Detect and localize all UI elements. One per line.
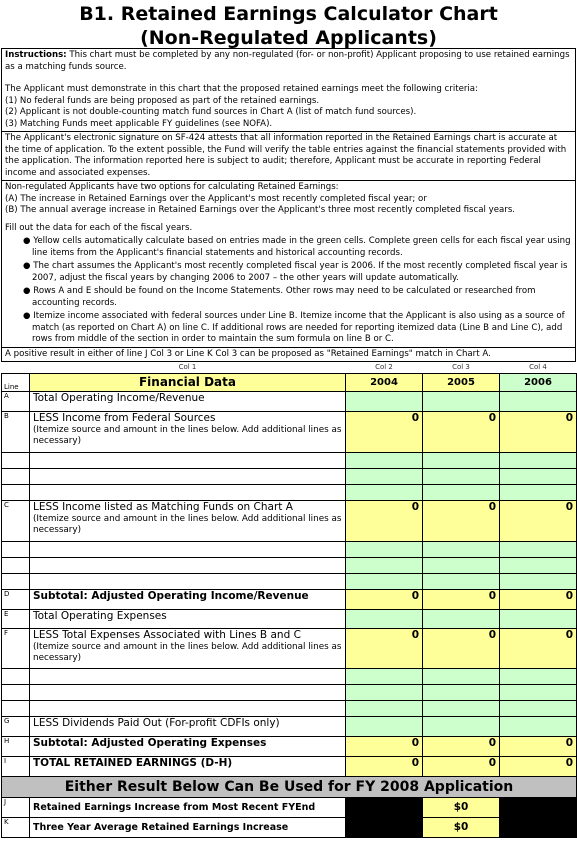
row-b-label: LESS Income from Federal Sources (Itemize source and amount in the lines below. Add additional lines as necessary) [30,411,346,452]
row-b: B LESS Income from Federal Sources (Itemize source and amount in the lines below. Add additional lines as necessary) 0 0 0 [2,411,577,452]
page-title [0,0,577,48]
title-line-1: B1. Retained Earnings Calculator Chart [79,3,498,25]
instructions-box [1,48,576,362]
year-2005-header: 2005 [423,373,500,391]
row-b-item-label-input[interactable] [30,484,346,500]
row-f-item-input[interactable] [500,700,577,716]
title-line-2: (Non-Regulated Applicants) [140,27,437,49]
line-header: Line [2,373,30,391]
row-c-2004-value: 0 [346,500,423,541]
bullet-dot-icon: ● [23,286,34,296]
row-e-label: Total Operating Expenses [30,609,346,628]
options-intro: Non-regulated Applicants have two options for calculating Retained Earnings: [5,182,339,192]
row-h-label: Subtotal: Adjusted Operating Expenses [30,736,346,756]
row-b-item-input[interactable] [500,452,577,468]
row-f-item-label-input[interactable] [30,700,346,716]
row-k-label: Three Year Average Retained Earnings Increase [30,817,346,837]
row-c-item [2,541,577,557]
either-result-banner-row [2,776,577,797]
row-c-label: LESS Income listed as Matching Funds on Chart A (Itemize source and amount in the lines below. Add additional lines as necessary) [30,500,346,541]
row-b-item-input[interactable] [346,484,423,500]
column-label-row [2,362,577,373]
row-e-2005-input[interactable] [423,609,500,628]
row-i-2004-value: 0 [346,756,423,776]
row-c-2005-value: 0 [423,500,500,541]
row-b-item-label-input[interactable] [30,452,346,468]
row-c-item-label-input[interactable] [30,541,346,557]
row-f-2006-value: 0 [500,628,577,668]
instructions-intro [5,50,572,73]
row-c-item-input[interactable] [500,573,577,589]
row-d-2004-value: 0 [346,589,423,609]
row-h-2006-value: 0 [500,736,577,756]
row-f-item-input[interactable] [423,668,500,684]
row-j-label: Retained Earnings Increase from Most Recent FYEnd [30,797,346,817]
row-f-item-input[interactable] [500,668,577,684]
row-h: H Subtotal: Adjusted Operating Expenses 0 0 0 [2,736,577,756]
row-i-2006-value: 0 [500,756,577,776]
criterion-3: (3) Matching Funds meet applicable FY guidelines (see NOFA). [5,118,273,129]
header-row [2,373,577,391]
instructions-section-4 [2,347,575,362]
row-k: K Three Year Average Retained Earnings Increase $0 [2,817,577,837]
row-c-item [2,557,577,573]
either-result-banner: Either Result Below Can Be Used for FY 2008 Application [2,776,577,797]
row-f-2005-value: 0 [423,628,500,668]
row-f-item-label-input[interactable] [30,668,346,684]
row-c-2006-value: 0 [500,500,577,541]
col-2-label: Col 2 [375,363,393,372]
row-d-label: Subtotal: Adjusted Operating Income/Revenue [30,589,346,609]
row-b-item [2,484,577,500]
instructions-section-3 [2,180,575,347]
option-b: (B) The annual average increase in Retained Earnings over the Applicant's three most recently completed fiscal years. [5,205,516,215]
row-f: F LESS Total Expenses Associated with Lines B and C (Itemize source and amount in the lines below. Add additional lines as necessary) 0 0 0 [2,628,577,668]
row-b-item-input[interactable] [500,468,577,484]
row-f-label: LESS Total Expenses Associated with Lines B and C (Itemize source and amount in the lines below. Add additional lines as necessary) [30,628,346,668]
row-b-item-input[interactable] [346,452,423,468]
row-e: E Total Operating Expenses [2,609,577,628]
row-c-item-input[interactable] [346,541,423,557]
year-2006-header[interactable]: 2006 [500,373,577,391]
criterion-2: (2) Applicant is not double-counting match fund sources in Chart A (list of match fund sources). [5,107,417,117]
row-a-2004-input[interactable] [346,391,423,411]
bullet-dot-icon: ● [23,261,34,271]
row-e-2006-input[interactable] [500,609,577,628]
row-d-2006-value: 0 [500,589,577,609]
row-i-label: TOTAL RETAINED EARNINGS (D-H) [30,756,346,776]
row-b-2004-value: 0 [346,411,423,452]
row-k-value: $0 [423,817,500,837]
row-c-item-input[interactable] [423,557,500,573]
instructions-section-1 [2,49,575,131]
row-f-item-input[interactable] [346,700,423,716]
row-i: I TOTAL RETAINED EARNINGS (D-H) 0 0 0 [2,756,577,776]
bullet-2: ● The chart assumes the Applicant's most recently completed fiscal year is 2006. If the most recently completed fiscal year is 2007, adjust the fiscal years by changing 2006 to 2007 – the other years will update automatically. [23,261,568,283]
instructions-label: Instructions: [5,50,67,60]
row-f-item-input[interactable] [500,684,577,700]
bullet-4: ● Itemize income associated with federal sources under Line B. Itemize income that the Applicant is also using as a source of match (as reported on Chart A) on line C. If additional rows are needed for reporting itemized data (Line B and Line C), add rows from middle of the section in order to maintain the sum formula on line B or C. [23,311,565,344]
row-d: D Subtotal: Adjusted Operating Income/Revenue 0 0 0 [2,589,577,609]
row-g: G LESS Dividends Paid Out (For-profit CDFIs only) [2,716,577,736]
financial-data-header: Financial Data [30,373,346,391]
row-b-item-input[interactable] [423,468,500,484]
bullet-dot-icon: ● [23,236,34,246]
row-b-item-label-input[interactable] [30,468,346,484]
row-f-item-input[interactable] [346,668,423,684]
row-i-2005-value: 0 [423,756,500,776]
row-g-label: LESS Dividends Paid Out (For-profit CDFIs only) [30,716,346,736]
col-4-label: Col 4 [529,363,547,372]
row-b-item-input[interactable] [346,468,423,484]
row-b-2005-value: 0 [423,411,500,452]
instructions-intro-text: This chart must be completed by any non-regulated (for- or non-profit) Applicant proposing to use retained earnings as a matching funds source. [5,50,570,72]
fill-out-text: Fill out the data for each of the fiscal years. [5,222,193,233]
row-b-item [2,452,577,468]
signature-text: The Applicant's electronic signature on SF-424 attests that all information reported in the Retained Earnings chart is accurate at the time of application. To the extent possible, the Fund will verify the table entries against the financial statements provided with the application. The information reported here is subject to audit; therefore, Applicant must be accurate in reporting Federal income and associated expenses. [5,133,567,178]
row-c-item-input[interactable] [346,573,423,589]
row-j: J Retained Earnings Increase from Most Recent FYEnd $0 [2,797,577,817]
row-f-item-label-input[interactable] [30,684,346,700]
financial-data-table [1,362,577,838]
row-j-value: $0 [423,797,500,817]
row-b-2006-value: 0 [500,411,577,452]
col-3-label: Col 3 [452,363,470,372]
row-f-2004-value: 0 [346,628,423,668]
row-a: A Total Operating Income/Revenue [2,391,577,411]
row-f-item-input[interactable] [423,700,500,716]
row-a-2006-input[interactable] [500,391,577,411]
row-f-item [2,700,577,716]
row-c-item-label-input[interactable] [30,557,346,573]
option-a: (A) The increase in Retained Earnings over the Applicant's most recently completed fiscal year; or [5,193,427,204]
row-b-item-input[interactable] [423,452,500,468]
instructions-demonstrate: The Applicant must demonstrate in this chart that the proposed retained earnings meet the following criteria: [5,84,478,94]
row-c: C LESS Income listed as Matching Funds on Chart A (Itemize source and amount in the lines below. Add additional lines as necessary) 0 0 0 [2,500,577,541]
row-c-item-input[interactable] [500,541,577,557]
row-c-item-input[interactable] [423,573,500,589]
row-f-item [2,668,577,684]
row-b-item-input[interactable] [423,484,500,500]
row-a-label: Total Operating Income/Revenue [30,391,346,411]
bullet-1: ● Yellow cells automatically calculate based on entries made in the green cells. Complete green cells for each fiscal year using line items from the Applicant's financial statements and historical accounting records. [23,236,571,258]
bullet-dot-icon: ● [23,311,34,321]
row-c-item-input[interactable] [346,557,423,573]
row-b-item [2,468,577,484]
row-h-2004-value: 0 [346,736,423,756]
row-c-item-input[interactable] [500,557,577,573]
row-f-item [2,684,577,700]
criterion-1: (1) No federal funds are being proposed as part of the retained earnings. [5,95,320,106]
row-e-2004-input[interactable] [346,609,423,628]
row-d-2005-value: 0 [423,589,500,609]
row-b-item-input[interactable] [500,484,577,500]
year-2004-header: 2004 [346,373,423,391]
positive-result-note: A positive result in either of line J Col 3 or Line K Col 3 can be proposed as "Retained Earnings" match in Chart A. [5,348,491,359]
row-f-item-input[interactable] [423,684,500,700]
col-1-label: Col 1 [178,363,197,372]
row-g-2006-input[interactable] [500,716,577,736]
row-c-item-input[interactable] [423,541,500,557]
row-h-2005-value: 0 [423,736,500,756]
row-a-2005-input[interactable] [423,391,500,411]
row-f-item-input[interactable] [346,684,423,700]
row-c-item-label-input[interactable] [30,573,346,589]
row-c-item [2,573,577,589]
bullet-3: ● Rows A and E should be found on the Income Statements. Other rows may need to be calculated or researched from accounting records. [23,286,536,308]
row-g-2005-input[interactable] [423,716,500,736]
instructions-section-2 [2,131,575,180]
row-g-2004-input[interactable] [346,716,423,736]
